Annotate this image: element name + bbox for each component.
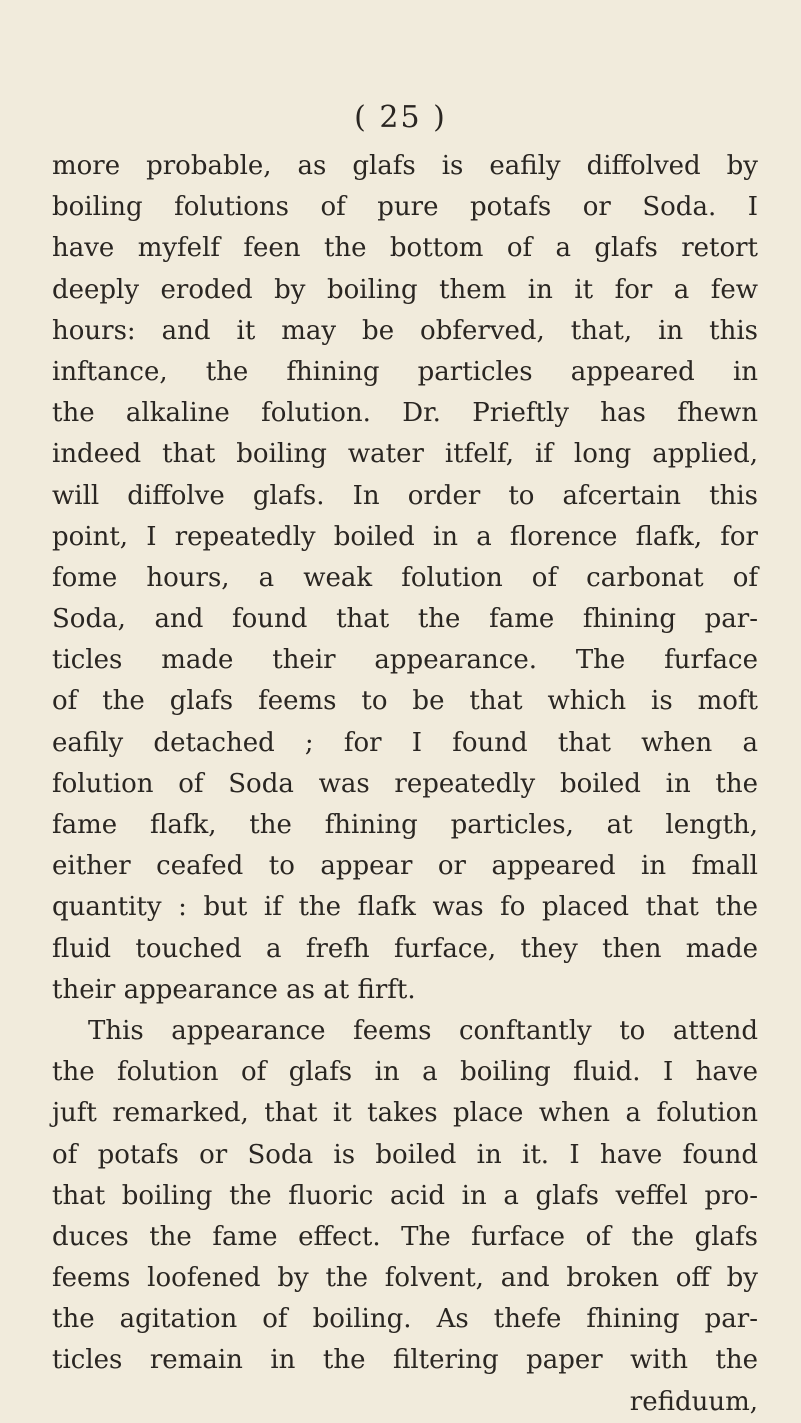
text-line: hours: and it may be obferved, that, in this [52, 315, 758, 346]
text-line: ticles remain in the filtering paper with the [52, 1345, 758, 1376]
text-line: boiling folutions of pure potafs or Soda. I [52, 192, 758, 223]
text-line: deeply eroded by boiling them in it for a few [52, 274, 758, 305]
text-line: duces the fame effect. The furface of the glafs [52, 1221, 758, 1252]
catchword: refiduum, [629, 1386, 758, 1417]
text-line: fluid touched a frefh furface, they then made [52, 933, 758, 964]
text-line: juft remarked, that it takes place when a folution [52, 1098, 758, 1129]
text-line: that boiling the fluoric acid in a glafs veffel pro- [52, 1180, 758, 1211]
text-line: ticles made their appearance. The furface [52, 645, 758, 676]
page-number: ( 25 ) [354, 100, 447, 135]
text-line: indeed that boiling water itfelf, if long applied, [52, 439, 758, 470]
text-line: will diffolve glafs. In order to afcertain this [52, 480, 758, 511]
text-line: feems loofened by the folvent, and broken off by [52, 1263, 758, 1294]
text-line: folution of Soda was repeatedly boiled in the [52, 768, 758, 799]
text-line: fome hours, a weak folution of carbonat of [52, 562, 758, 593]
text-line: fame flafk, the fhining particles, at length, [52, 810, 758, 840]
text-line: eafily detached ; for I found that when a [52, 727, 758, 758]
text-line: This appearance feems conftantly to attend [88, 1015, 758, 1046]
text-line: point, I repeatedly boiled in a florence flafk, for [52, 521, 758, 552]
text-line: inftance, the fhining particles appeared in [52, 356, 758, 387]
text-line: the folution of glafs in a boiling fluid. I have [52, 1057, 758, 1088]
body-text [52, 146, 758, 1423]
text-line: of the glafs feems to be that which is moft [52, 686, 758, 717]
text-line: the alkaline folution. Dr. Prieftly has fhewn [52, 398, 758, 429]
text-line: more probable, as glafs is eafily diffolved by [52, 151, 758, 181]
text-line: either ceafed to appear or appeared in fmall [52, 851, 758, 882]
text-line: of potafs or Soda is boiled in it. I have found [52, 1139, 758, 1170]
text-line: have myfelf feen the bottom of a glafs retort [52, 233, 758, 264]
text-line: quantity : but if the flafk was fo placed that the [52, 892, 758, 923]
text-line: Soda, and found that the fame fhining par- [52, 604, 758, 635]
text-line: the agitation of boiling. As thefe fhining par- [52, 1304, 758, 1335]
text-line: their appearance as at firft. [52, 974, 416, 1005]
